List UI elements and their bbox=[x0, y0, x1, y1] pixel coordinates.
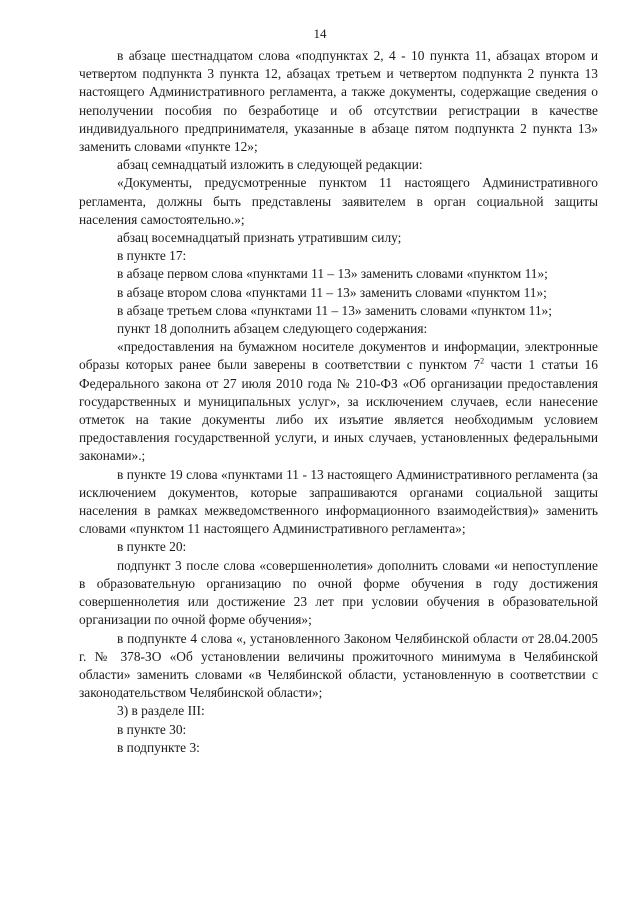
paragraph-4: абзац восемнадцатый признать утратившим силу; bbox=[117, 230, 402, 246]
paragraph-15: 3) в разделе III: bbox=[117, 703, 205, 719]
paragraph-12: в пункте 20: bbox=[117, 539, 187, 555]
document-body bbox=[79, 47, 598, 757]
paragraph-10-part-b: части 1 статьи 16 Федерального закона от 27 июля 2010 года № 210-ФЗ «Об организации предоставления государственных и муниципальных услуг», за исключением случаев, если нанесение отметок на такие документы либо их изъятие является необходимым условием предоставления государственной услуги, и иных случаев, установленных федеральными законами».; bbox=[79, 357, 598, 464]
paragraph-11: в пункте 19 слова «пунктами 11 - 13 настоящего Административного регламента (за исключением документов, которые запрашиваются органами социальной защиты населения в рамках межведомственного информационного взаимодействия)» заменить словами «пунктом 11 настоящего Административного регламента»; bbox=[79, 466, 598, 537]
paragraph-8: в абзаце третьем слова «пунктами 11 – 13» заменить словами «пунктом 11»; bbox=[117, 302, 552, 318]
paragraph-10 bbox=[79, 338, 598, 465]
paragraph-7: в абзаце втором слова «пунктами 11 – 13» заменить словами «пунктом 11»; bbox=[117, 284, 547, 300]
page-number: 14 bbox=[313, 26, 327, 41]
paragraph-9: пункт 18 дополнить абзацем следующего содержания: bbox=[117, 321, 428, 337]
superscript-2: 2 bbox=[480, 356, 485, 366]
paragraph-14: в подпункте 4 слова «, установленного Законом Челябинской области от 28.04.2005 г. № 378-ЗО «Об установлении величины прожиточного минимума в Челябинской области» заменить словами «в Челябинской области, установленную в соответствии с законодательством Челябинской области»; bbox=[79, 630, 598, 701]
paragraph-2: абзац семнадцатый изложить в следующей редакции: bbox=[117, 157, 423, 173]
paragraph-5: в пункте 17: bbox=[117, 248, 187, 264]
paragraph-13: подпункт 3 после слова «совершеннолетия» дополнить словами «и непоступление в образовательную организацию по очной форме обучения в году достижения совершеннолетия или достижение 23 лет при условии обучения в образовательной организации по очной форме обучения»; bbox=[79, 557, 598, 628]
paragraph-16: в пункте 30: bbox=[117, 721, 187, 737]
paragraph-1: в абзаце шестнадцатом слова «подпунктах 2, 4 - 10 пункта 11, абзацах втором и четвертом подпункта 3 пункта 12, абзацах третьем и четвертом подпункта 2 пункта 13 настоящего Административного регламента, а также документы, содержащие сведения о неполучении пособия по безработице и об отсутствии регистрации в качестве индивидуального предпринимателя, указанные в абзаце пятом подпункта 2 пункта 13» заменить словами «пункте 12»; bbox=[79, 48, 598, 155]
paragraph-17: в подпункте 3: bbox=[117, 739, 200, 755]
paragraph-6: в абзаце первом слова «пунктами 11 – 13» заменить словами «пунктом 11»; bbox=[117, 266, 548, 282]
paragraph-3: «Документы, предусмотренные пунктом 11 настоящего Административного регламента, должны быть представлены заявителем в орган социальной защиты населения самостоятельно.»; bbox=[79, 175, 598, 227]
paragraph-10-part-a: «предоставления на бумажном носителе документов и информации, электронные образы которых ранее были заверены в соответствии с пунктом 7 bbox=[79, 339, 598, 373]
